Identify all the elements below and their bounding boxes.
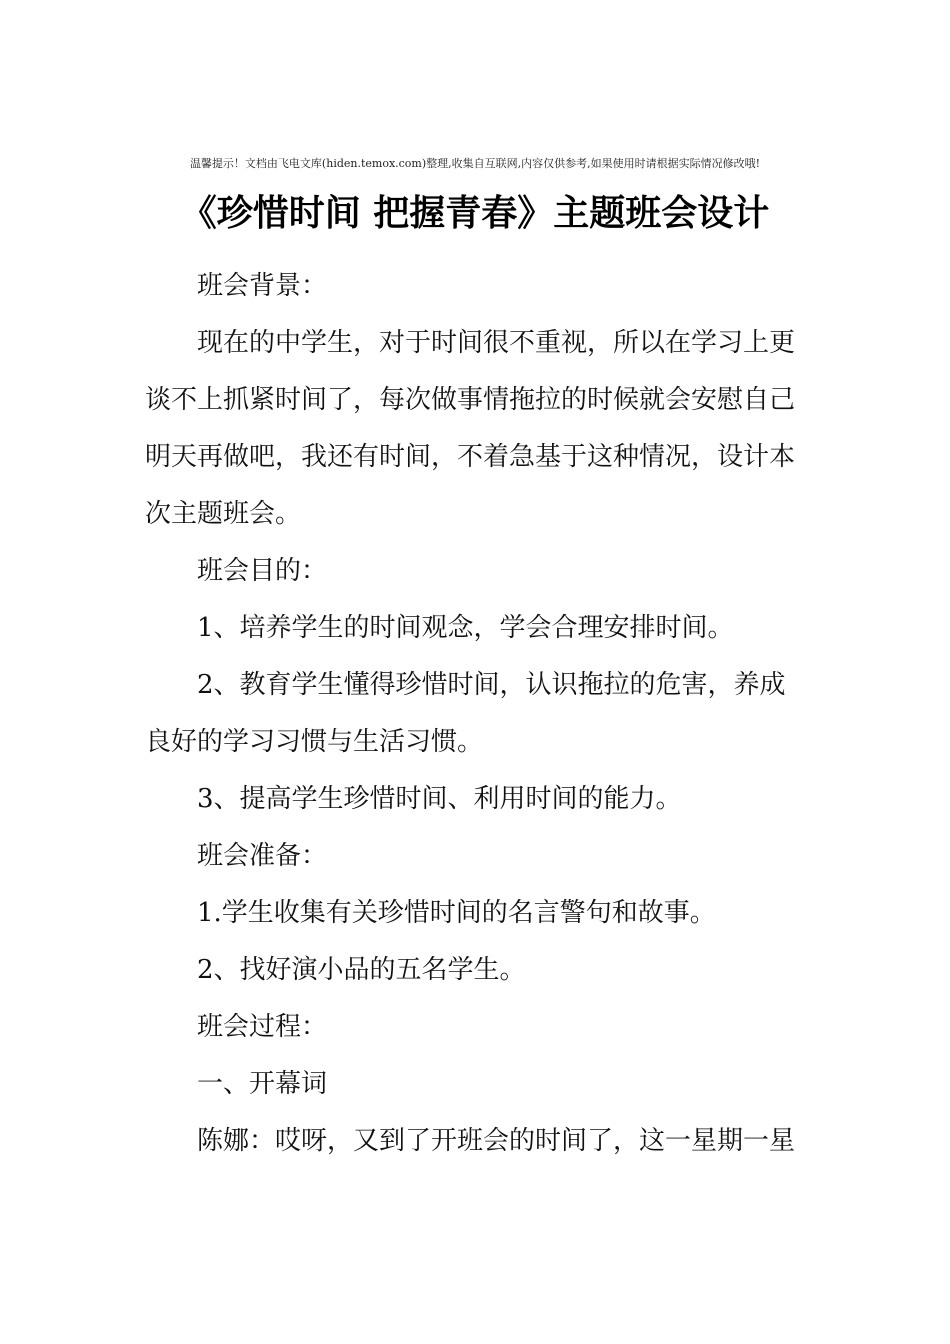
paragraph-background: 现在的中学生，对于时间很不重视，所以在学习上更谈不上抓紧时间了，每次做事情拖拉的时候就会安慰自己明天再做吧，我还有时间，不着急基于这种情况，设计本次主题班会。: [145, 328, 796, 529]
preparation-item-2: 2、找好演小品的五名学生。: [197, 955, 526, 985]
goal-item-2: 2、教育学生懂得珍惜时间，认识拖拉的危害，养成良好的学习习惯与生活习惯。: [145, 670, 786, 757]
section-heading-goals: 班会目的：: [197, 556, 328, 586]
document-title: 《珍惜时间 把握青春》主题班会设计: [180, 193, 770, 234]
paragraph-dialogue: 陈娜：哎呀，又到了开班会的时间了，这一星期一星: [197, 1126, 796, 1156]
goal-item-1: 1、培养学生的时间观念，学会合理安排时间。: [197, 613, 734, 643]
preparation-item-1: 1.学生收集有关珍惜时间的名言警句和故事。: [197, 898, 716, 928]
process-step-opening: 一、开幕词: [197, 1069, 328, 1099]
download-notice: 温馨提示！文档由飞电文库(hiden.temox.com)整理,收集自互联网,内容仅供参考,如果使用时请根据实际情况修改哦!: [189, 157, 761, 170]
section-heading-background: 班会背景：: [197, 271, 328, 301]
document-body: [145, 258, 810, 1170]
goal-item-3: 3、提高学生珍惜时间、利用时间的能力。: [197, 784, 682, 814]
section-heading-preparation: 班会准备：: [197, 841, 328, 871]
section-heading-process: 班会过程：: [197, 1012, 328, 1042]
